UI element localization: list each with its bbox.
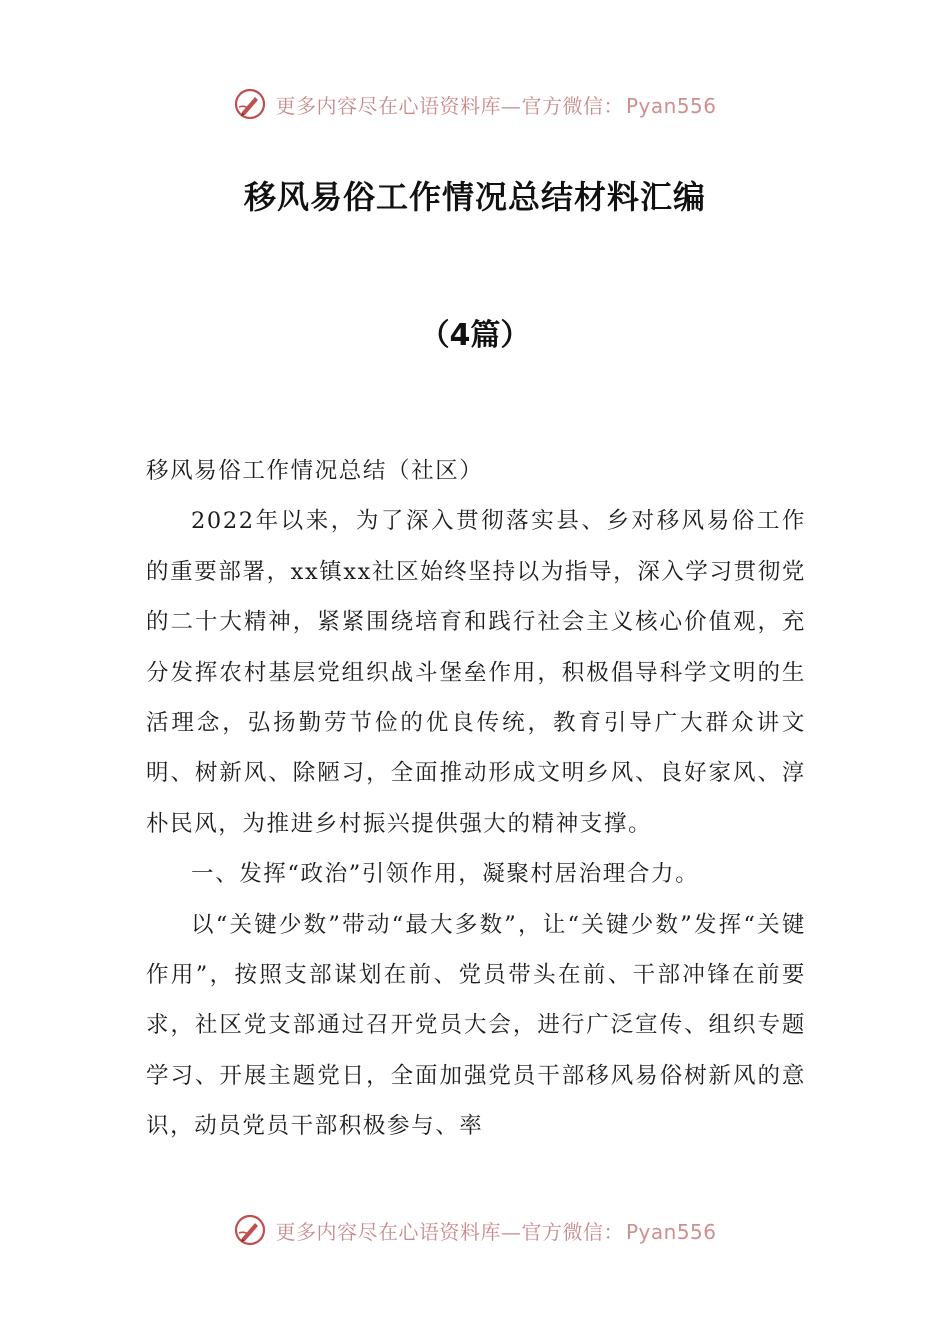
watermark-banner-bottom (0, 1210, 950, 1250)
paragraph-intro: 2022年以来，为了深入贯彻落实县、乡对移风易俗工作的重要部署，xx镇xx社区始终坚持以为指导，深入学习贯彻党的二十大精神，紧紧围绕培育和践行社会主义核心价值观，充分发挥农村基层党组织战斗堡垒作用，积极倡导科学文明的生活理念，弘扬勤劳节俭的优良传统，教育引导广大群众讲文明、树新风、除陋习，全面推动形成文明乡风、良好家风、淳朴民风，为推进乡村振兴提供强大的精神支撑。 (146, 508, 806, 837)
document-title: 移风易俗工作情况总结材料汇编 (243, 178, 706, 216)
pen-logo-icon (233, 87, 267, 121)
watermark-banner-top (0, 84, 950, 124)
pen-logo-icon (233, 1213, 267, 1247)
document-subtitle: （4篇） (419, 318, 531, 353)
paragraph-key-minority: 以“关键少数”带动“最大多数”，让“关键少数”发挥“关键作用”，按照支部谋划在前、党员带头在前、干部冲锋在前要求，社区党支部通过召开党员大会，进行广泛宣传、组织专题学习、开展主题党日，全面加强党员干部移风易俗树新风的意识，动员党员干部积极参与、率 (146, 911, 806, 1140)
watermark-text: 更多内容尽在心语资料库—官方微信： Pyan556 (275, 93, 717, 118)
document-body (146, 446, 806, 1152)
section-heading: 移风易俗工作情况总结（社区） (146, 458, 484, 484)
watermark-handle: Pyan556 (625, 93, 717, 118)
paragraph-heading-one: 一、发挥“政治”引领作用，凝聚村居治理合力。 (191, 861, 700, 888)
watermark-handle: Pyan556 (625, 1219, 717, 1244)
watermark-text: 更多内容尽在心语资料库—官方微信： Pyan556 (275, 1219, 717, 1244)
